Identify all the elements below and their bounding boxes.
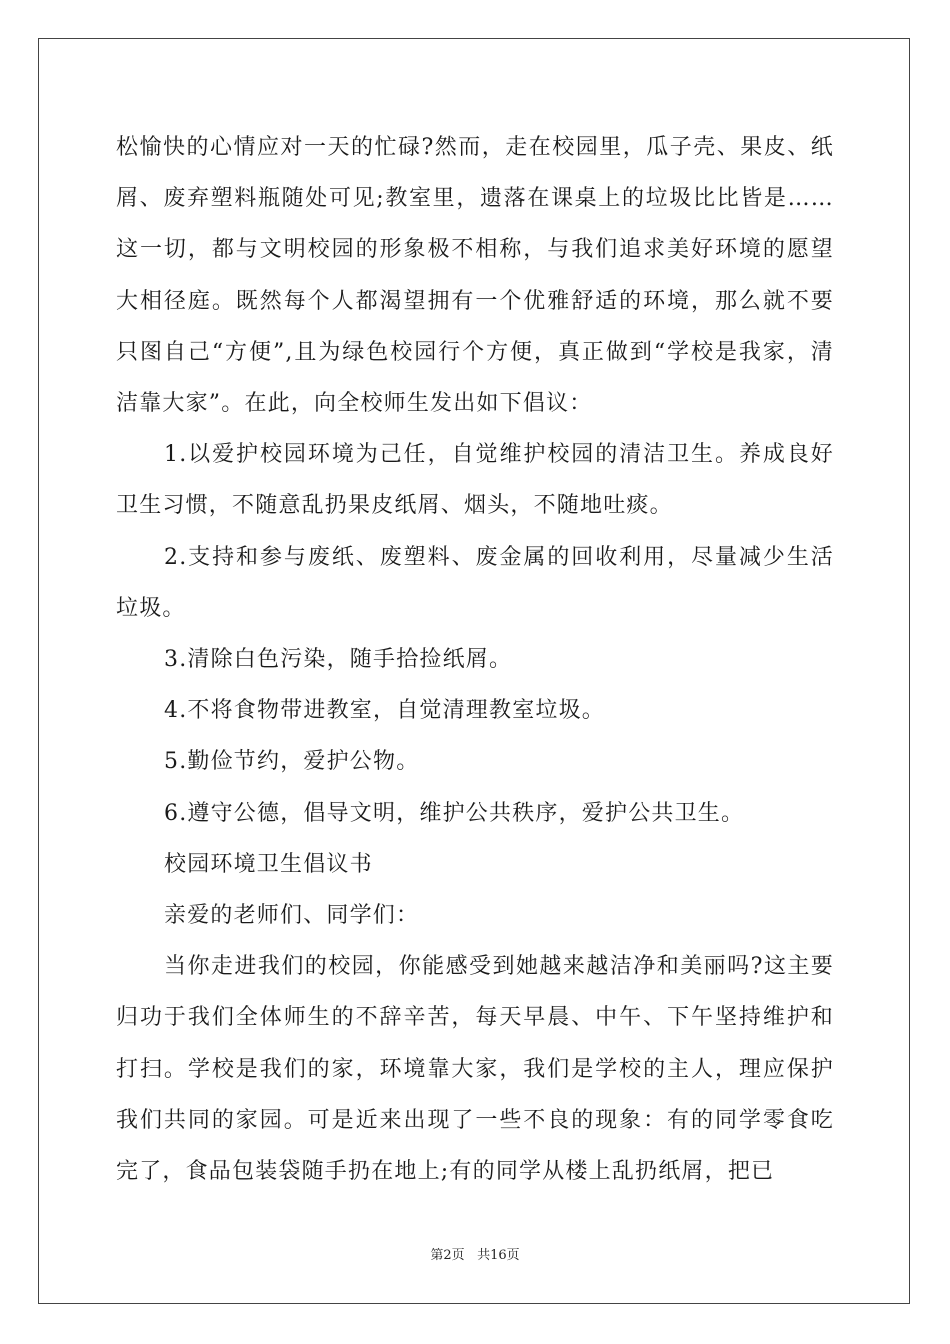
page-number: 第2页 [430, 1248, 465, 1263]
section-title: 校园环境卫生倡议书 [164, 851, 373, 877]
document-body [116, 122, 834, 1197]
paragraph-item-5: 5.勤俭节约，爱护公物。 [164, 749, 420, 775]
paragraph-item-6: 6.遵守公德，倡导文明，维护公共秩序，爱护公共卫生。 [164, 800, 745, 826]
page-footer [0, 1244, 950, 1263]
total-pages: 共16页 [477, 1248, 520, 1263]
paragraph-item-3: 3.清除白色污染，随手拾捡纸屑。 [164, 647, 513, 673]
salutation: 亲爱的老师们、同学们： [164, 903, 420, 929]
paragraph-item-1: 1.以爱护校园环境为己任，自觉维护校园的清洁卫生。养成良好卫生习惯，不随意乱扔果皮纸屑、烟头，不随地吐痰。 [116, 442, 834, 519]
paragraph-intro: 松愉快的心情应对一天的忙碌?然而，走在校园里，瓜子壳、果皮、纸屑、废弃塑料瓶随处可见;教室里，遗落在课桌上的垃圾比比皆是……这一切，都与文明校园的形象极不相称，与我们追求美好环境的愿望大相径庭。既然每个人都渴望拥有一个优雅舒适的环境，那么就不要只图自己“方便”,且为绿色校园行个方便，真正做到“学校是我家，清洁靠大家”。在此，向全校师生发出如下倡议： [116, 135, 834, 417]
paragraph-item-2: 2.支持和参与废纸、废塑料、废金属的回收利用，尽量减少生活垃圾。 [116, 544, 834, 621]
paragraph-item-4: 4.不将食物带进教室，自觉清理教室垃圾。 [164, 698, 605, 724]
paragraph-body: 当你走进我们的校园，你能感受到她越来越洁净和美丽吗?这主要归功于我们全体师生的不辞辛苦，每天早晨、中午、下午坚持维护和打扫。学校是我们的家，环境靠大家，我们是学校的主人，理应保护我们共同的家园。可是近来出现了一些不良的现象：有的同学零食吃完了，食品包装袋随手扔在地上;有的同学从楼上乱扔纸屑，把已 [116, 954, 834, 1185]
